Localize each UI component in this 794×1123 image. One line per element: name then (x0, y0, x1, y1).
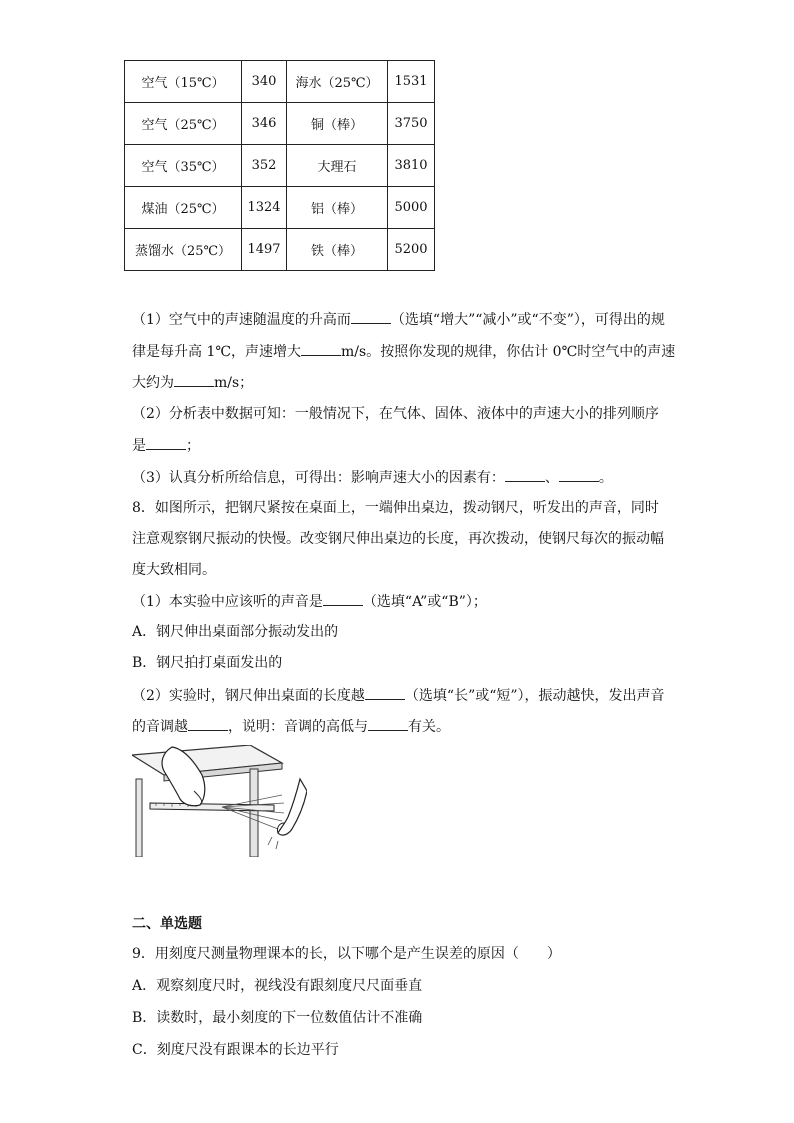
table-cell: 5000 (388, 187, 435, 229)
text: ； (186, 438, 200, 454)
q7-part1-line3 (132, 372, 253, 393)
q8-option-a[interactable] (132, 622, 338, 642)
text: 8．如图所示，把钢尺紧按在桌面上，一端伸出桌边，拨动钢尺，听发出的声音，同时 (132, 500, 659, 516)
table-cell: 空气（25℃） (125, 103, 242, 145)
text: ，说明：音调的高低与 (228, 719, 368, 735)
q7-part2-line2 (132, 435, 200, 456)
text: （选填“长”或“短”），振动越快，发出声音 (404, 688, 665, 704)
answer-blank[interactable] (559, 467, 599, 482)
q8-part2-line1 (132, 685, 665, 706)
answer-blank[interactable] (146, 435, 186, 450)
text: 大约为 (132, 375, 174, 391)
table-cell: 蒸馏水（25℃） (125, 229, 242, 271)
table-cell: 3810 (388, 145, 435, 187)
text: 律是每升高 1℃，声速增大 (132, 344, 302, 360)
q8-stem-line2 (132, 529, 664, 549)
section-heading: 二、单选题 (132, 916, 202, 932)
table-cell: 3750 (388, 103, 435, 145)
table-cell: 1324 (242, 187, 287, 229)
table-cell: 铁（棒） (287, 229, 388, 271)
text: （2）实验时，钢尺伸出桌面的长度越 (132, 688, 365, 704)
table-cell: 海水（25℃） (287, 61, 388, 103)
table-cell: 346 (242, 103, 287, 145)
sound-speed-table (124, 60, 435, 271)
q7-part1-line2 (132, 341, 675, 362)
answer-blank[interactable] (174, 372, 214, 387)
text: A．钢尺伸出桌面部分振动发出的 (132, 624, 339, 640)
text: 的音调越 (132, 719, 188, 735)
text: C．刻度尺没有跟课本的长边平行 (132, 1042, 339, 1058)
q8-stem-line3 (132, 560, 216, 580)
q8-part1 (132, 591, 487, 612)
table-row (125, 61, 435, 103)
text: 、 (544, 470, 559, 486)
table-cell: 铝（棒） (287, 187, 388, 229)
q8-stem-line1 (132, 498, 659, 518)
q7-part2-line1 (132, 404, 659, 424)
table-row (125, 187, 435, 229)
answer-blank[interactable] (351, 309, 391, 324)
text: （选填“增大”“减小”或“不变”），可得出的规 (390, 312, 665, 328)
table-row (125, 229, 435, 271)
text: 9．用刻度尺测量物理课本的长，以下哪个是产生误差的原因（ ） (132, 946, 561, 962)
text: 有关。 (408, 719, 450, 735)
table-cell: 352 (242, 145, 287, 187)
answer-blank[interactable] (301, 341, 341, 356)
table-cell: 空气（35℃） (125, 145, 242, 187)
text: 度大致相同。 (132, 562, 216, 578)
q7-part1-line1 (132, 309, 665, 330)
q8-part2-line2 (132, 716, 450, 737)
answer-blank[interactable] (365, 685, 405, 700)
table-cell: 340 (242, 61, 287, 103)
table-cell: 煤油（25℃） (125, 187, 242, 229)
q9-stem (132, 944, 561, 964)
text: （1）本实验中应该听的声音是 (132, 594, 323, 610)
table-cell: 铜（棒） (287, 103, 388, 145)
text: m/s； (214, 375, 254, 391)
text: （3）认真分析所给信息，可得出：影响声速大小的因素有： (132, 470, 505, 486)
ruler-experiment-illustration (132, 745, 307, 857)
answer-blank[interactable] (323, 591, 363, 606)
q9-option-a[interactable] (132, 976, 422, 996)
text: （选填“A”或“B”）； (362, 594, 487, 610)
table-cell: 大理石 (287, 145, 388, 187)
table-cell: 1497 (242, 229, 287, 271)
text: （2）分析表中数据可知：一般情况下，在气体、固体、液体中的声速大小的排列顺序 (132, 406, 659, 422)
answer-blank[interactable] (368, 716, 408, 731)
table-cell: 空气（15℃） (125, 61, 242, 103)
text: B．读数时，最小刻度的下一位数值估计不准确 (132, 1010, 423, 1026)
table-cell: 5200 (388, 229, 435, 271)
answer-blank[interactable] (188, 716, 228, 731)
text: A．观察刻度尺时，视线没有跟刻度尺尺面垂直 (132, 978, 423, 994)
text: 是 (132, 438, 146, 454)
text: （1）空气中的声速随温度的升高而 (132, 312, 351, 328)
q9-option-c[interactable] (132, 1040, 339, 1060)
table-row (125, 103, 435, 145)
table-row (125, 145, 435, 187)
q8-option-b[interactable] (132, 653, 282, 673)
q9-option-b[interactable] (132, 1008, 422, 1028)
text: 注意观察钢尺振动的快慢。改变钢尺伸出桌边的长度，再次拨动，使钢尺每次的振动幅 (132, 531, 664, 547)
text: 。 (598, 470, 613, 486)
table-cell: 1531 (388, 61, 435, 103)
answer-blank[interactable] (505, 467, 545, 482)
text: B．钢尺拍打桌面发出的 (132, 655, 283, 671)
text: m/s。按照你发现的规律，你估计 0℃时空气中的声速 (341, 344, 676, 360)
q7-part3 (132, 467, 613, 488)
